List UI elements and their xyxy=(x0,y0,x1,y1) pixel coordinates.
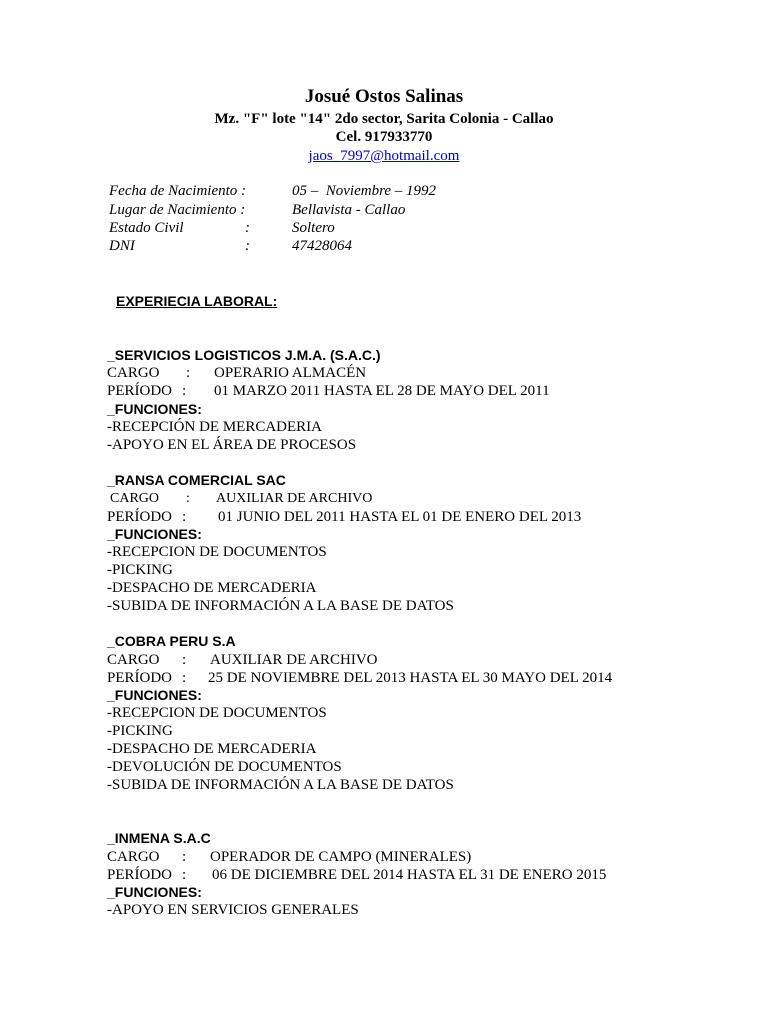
job-periodo-label: PERÍODO xyxy=(107,670,173,686)
job-periodo-label: PERÍODO xyxy=(107,509,173,525)
job-periodo-sep: : xyxy=(182,867,187,883)
personal-sep-civil-status: : xyxy=(245,220,250,236)
job-cargo-sep: : xyxy=(182,652,187,668)
job-cargo-sep: : xyxy=(186,365,191,381)
email-link[interactable]: jaos_7997@hotmail.com xyxy=(308,148,460,164)
section-title-work-experience xyxy=(116,292,277,310)
job-funcion-item: -DESPACHO DE MERCADERIA xyxy=(107,741,317,757)
personal-label-civil-status: Estado Civil xyxy=(109,220,184,236)
job-periodo-label: PERÍODO xyxy=(107,867,173,883)
address-line: Mz. "F" lote "14" 2do sector, Sarita Colonia - Callao xyxy=(214,111,554,127)
job-periodo-value: 01 JUNIO DEL 2011 HASTA EL 01 DE ENERO DEL 2013 xyxy=(218,509,582,525)
job-cargo-value: AUXILIAR DE ARCHIVO xyxy=(216,491,373,506)
job-periodo-value: 06 DE DICIEMBRE DEL 2014 HASTA EL 31 DE ENERO 2015 xyxy=(212,867,607,883)
job-funcion-item: -APOYO EN EL ÁREA DE PROCESOS xyxy=(107,437,357,453)
job-periodo-sep: : xyxy=(182,670,187,686)
job-company: _COBRA PERU S.A xyxy=(107,633,236,649)
job-periodo-value: 01 MARZO 2011 HASTA EL 28 DE MAYO DEL 2011 xyxy=(214,383,550,399)
job-funcion-item: -SUBIDA DE INFORMACIÓN A LA BASE DE DATOS xyxy=(107,598,454,614)
personal-value-birthdate: 05 – Noviembre – 1992 xyxy=(292,183,437,199)
personal-sep-dni: : xyxy=(245,238,250,254)
phone-line: Cel. 917933770 xyxy=(335,129,433,145)
personal-value-dni: 47428064 xyxy=(292,238,352,254)
job-cargo-value: AUXILIAR DE ARCHIVO xyxy=(210,652,378,668)
job-periodo-sep: : xyxy=(182,383,187,399)
job-funcion-item: -SUBIDA DE INFORMACIÓN A LA BASE DE DATOS xyxy=(107,777,454,793)
job-funcion-item: -RECEPCION DE DOCUMENTOS xyxy=(107,544,327,560)
job-cargo-label: CARGO xyxy=(107,365,160,381)
job-funcion-item: -RECEPCIÓN DE MERCADERIA xyxy=(107,419,323,435)
job-cargo-sep: : xyxy=(182,849,187,865)
job-funcion-item: -RECEPCION DE DOCUMENTOS xyxy=(107,705,327,721)
personal-label-birthplace: Lugar de Nacimiento : xyxy=(109,202,246,218)
personal-label-dni: DNI xyxy=(109,238,135,254)
candidate-name: Josué Ostos Salinas xyxy=(304,86,464,107)
job-funcion-item: -PICKING xyxy=(107,562,173,578)
job-funciones-label: _FUNCIONES: xyxy=(107,401,202,417)
job-cargo-label: CARGO xyxy=(110,491,160,506)
job-cargo-label: CARGO xyxy=(107,652,160,668)
job-periodo-label: PERÍODO xyxy=(107,383,173,399)
job-cargo-value: OPERADOR DE CAMPO (MINERALES) xyxy=(210,849,472,865)
job-cargo-label: CARGO xyxy=(107,849,160,865)
job-company: _RANSA COMERCIAL SAC xyxy=(107,472,286,488)
job-cargo-value: OPERARIO ALMACÉN xyxy=(214,365,367,381)
job-funciones-label: _FUNCIONES: xyxy=(107,687,202,703)
personal-value-birthplace: Bellavista - Callao xyxy=(292,202,406,218)
job-cargo-sep: : xyxy=(186,491,190,506)
job-periodo-value: 25 DE NOVIEMBRE DEL 2013 HASTA EL 30 MAYO DEL 2014 xyxy=(208,670,613,686)
job-funciones-label: _FUNCIONES: xyxy=(107,884,202,900)
personal-label-birthdate: Fecha de Nacimiento : xyxy=(109,183,247,199)
job-periodo-sep: : xyxy=(182,509,187,525)
job-company: _INMENA S.A.C xyxy=(107,830,211,846)
section-title-colon: : xyxy=(272,293,278,309)
section-title-text: EXPERIECIA LABORAL xyxy=(116,293,273,309)
job-company: _SERVICIOS LOGISTICOS J.M.A. (S.A.C.) xyxy=(107,347,381,363)
job-funcion-item: -DESPACHO DE MERCADERIA xyxy=(107,580,317,596)
job-funcion-item: -APOYO EN SERVICIOS GENERALES xyxy=(107,902,359,918)
job-funcion-item: -PICKING xyxy=(107,723,173,739)
personal-value-civil-status: Soltero xyxy=(292,220,335,236)
job-funcion-item: -DEVOLUCIÓN DE DOCUMENTOS xyxy=(107,759,342,775)
job-funciones-label: _FUNCIONES: xyxy=(107,526,202,542)
